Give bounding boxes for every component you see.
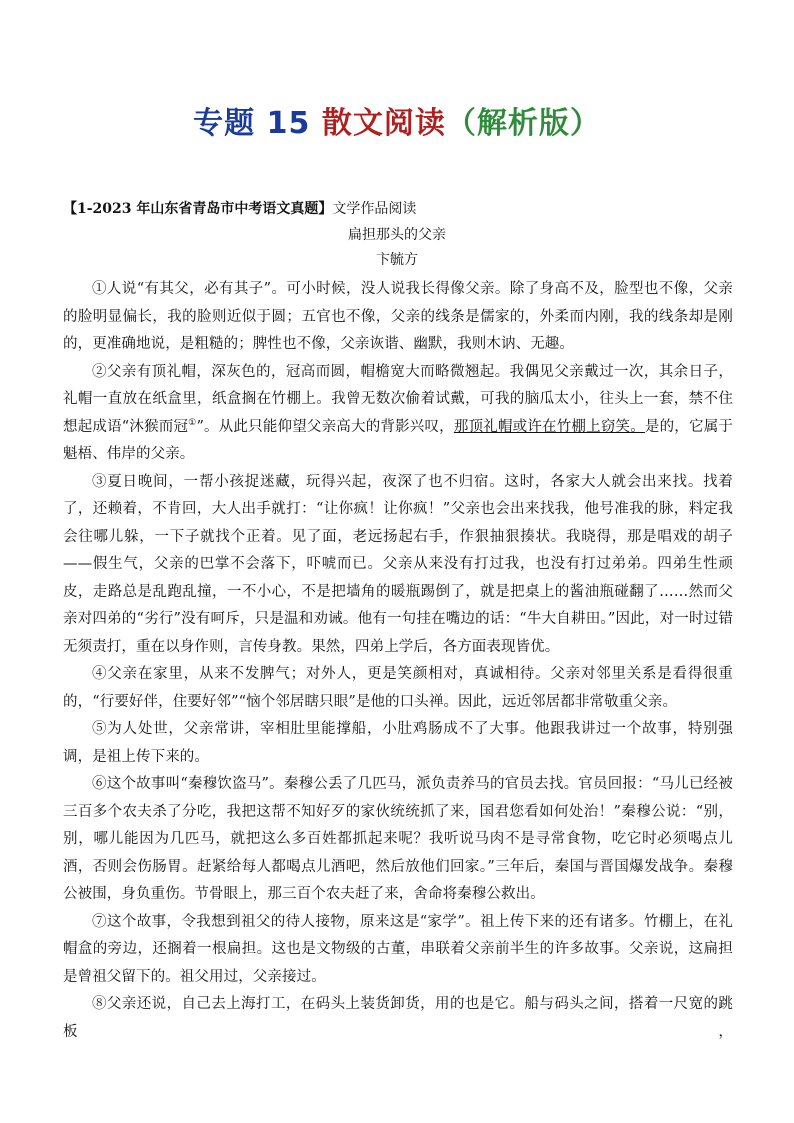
document-title <box>0 104 794 144</box>
paragraph-6: ⑥这个故事叫“秦穆饮盗马”。秦穆公丢了几匹马，派负责养马的官员去找。官员回报：“马儿已经被三百多个农夫杀了分吃，我把这帮不知好歹的家伙统统抓了来，国君您看如何处治！”秦穆公说：“别，别，哪儿能因为几匹马，就把这么多百姓都抓起来呢？我听说马肉不是寻常食物，吃它时必须喝点儿酒，否则会伤肠胃。赶紧给每人都喝点儿酒吧，然后放他们回家。”三年后，秦国与晋国爆发战争。秦穆公被围，身负重伤。节骨眼上，那三百个农夫赶了来，舍命将秦穆公救出。 <box>63 776 733 902</box>
paragraph-5: ⑤为人处世，父亲常讲，宰相肚里能撑船，小肚鸡肠成不了大事。他跟我讲过一个故事，特别强调，是祖上传下来的。 <box>63 721 733 765</box>
title-suffix: （解析版） <box>445 106 601 141</box>
source-tag: 【1-2023 年山东省青岛市中考语文真题】 <box>63 201 333 217</box>
title-prefix: 专题 15 <box>193 106 311 141</box>
source-label: 文学作品阅读 <box>332 201 417 217</box>
paragraph-7: ⑦这个故事，令我想到祖父的待人接物，原来这是“家学”。祖上传下来的还有诸多。竹棚上，在礼帽盒的旁边，还搁着一根扁担。这也是文物级的古董，串联着父亲前半生的许多故事。父亲说，这扁担是曾祖父留下的。祖父用过，父亲接过。 <box>63 913 733 985</box>
title-main: 散文阅读 <box>321 106 446 141</box>
paragraph-3: ③夏日晚间，一帮小孩捉迷藏，玩得兴起，夜深了也不归宿。这时，各家大人就会出来找。找着了，还赖着，不肯回，大人出手就打：“让你疯！让你疯！”父亲也会出来找我，他号准我的脉，料定我会往哪儿躲，一下子就找个正着。见了面，老远扬起右手，作狠抽狠揍状。我晓得，那是唱戏的胡子——假生气，父亲的巴掌不会落下，吓唬而已。父亲从来没有打过我，也没有打过弟弟。四弟生性顽皮，走路总是乱跑乱撞，一不小心，不是把墙角的暖瓶踢倒了，就是把桌上的酱油瓶碰翻了……然而父亲对四弟的“劣行”没有呵斥，只是温和劝诫。他有一句挂在嘴边的话：“牛大自耕田。”因此，对一时过错无须责打，重在以身作则，言传身教。果然，四弟上学后，各方面表现皆优。 <box>63 473 733 655</box>
underlined-sentence: 那顶礼帽或许在竹棚上窃笑。 <box>453 418 645 435</box>
paragraph-4: ④父亲在家里，从来不发脾气；对外人，更是笑颜相对，真诚相待。父亲对邻里关系是看得很重的，“行要好伴，住要好邻”“恼个邻居瞎只眼”是他的口头禅。因此，远近邻居都非常敬重父亲。 <box>63 666 733 710</box>
paragraph-2 <box>63 359 733 469</box>
question-source <box>63 199 416 219</box>
paragraph-2-text-c: 是的，它属于魁梧、伟岸的父亲。 <box>63 418 733 462</box>
essay-body <box>63 276 733 1046</box>
footnote-marker: ① <box>188 417 197 428</box>
essay-title: 扁担那头的父亲 <box>348 227 446 243</box>
paragraph-2-text-a: ②父亲有顶礼帽，深灰色的，冠高而圆，帽檐宽大而略微翘起。我偶见父亲戴过一次，其余日子，礼帽一直放在纸盒里，纸盒搁在竹棚上。我曾无数次偷着试戴，可我的脑瓜太小，往头上一套，禁不住想起成语“沐猴而冠 <box>63 363 733 435</box>
paragraph-1: ①人说“有其父，必有其子”。可小时候，没人说我长得像父亲。除了身高不及，脸型也不像，父亲的脸明显偏长，我的脸则近似于圆；五官也不像，父亲的线条是儒家的，外柔而内刚，我的线条却是刚的，更准确地说，是粗糙的；脾性也不像，父亲诙谐、幽默，我则木讷、无趣。 <box>63 281 733 352</box>
essay-author: 卞毓方 <box>376 252 418 268</box>
paragraph-8: ⑧父亲还说，自己去上海打工，在码头上装货卸货，用的也是它。船与码头之间，搭着一尺宽的跳板， <box>63 996 733 1040</box>
paragraph-2-text-b: ”。从此只能仰望父亲高大的背影兴叹， <box>196 418 454 435</box>
